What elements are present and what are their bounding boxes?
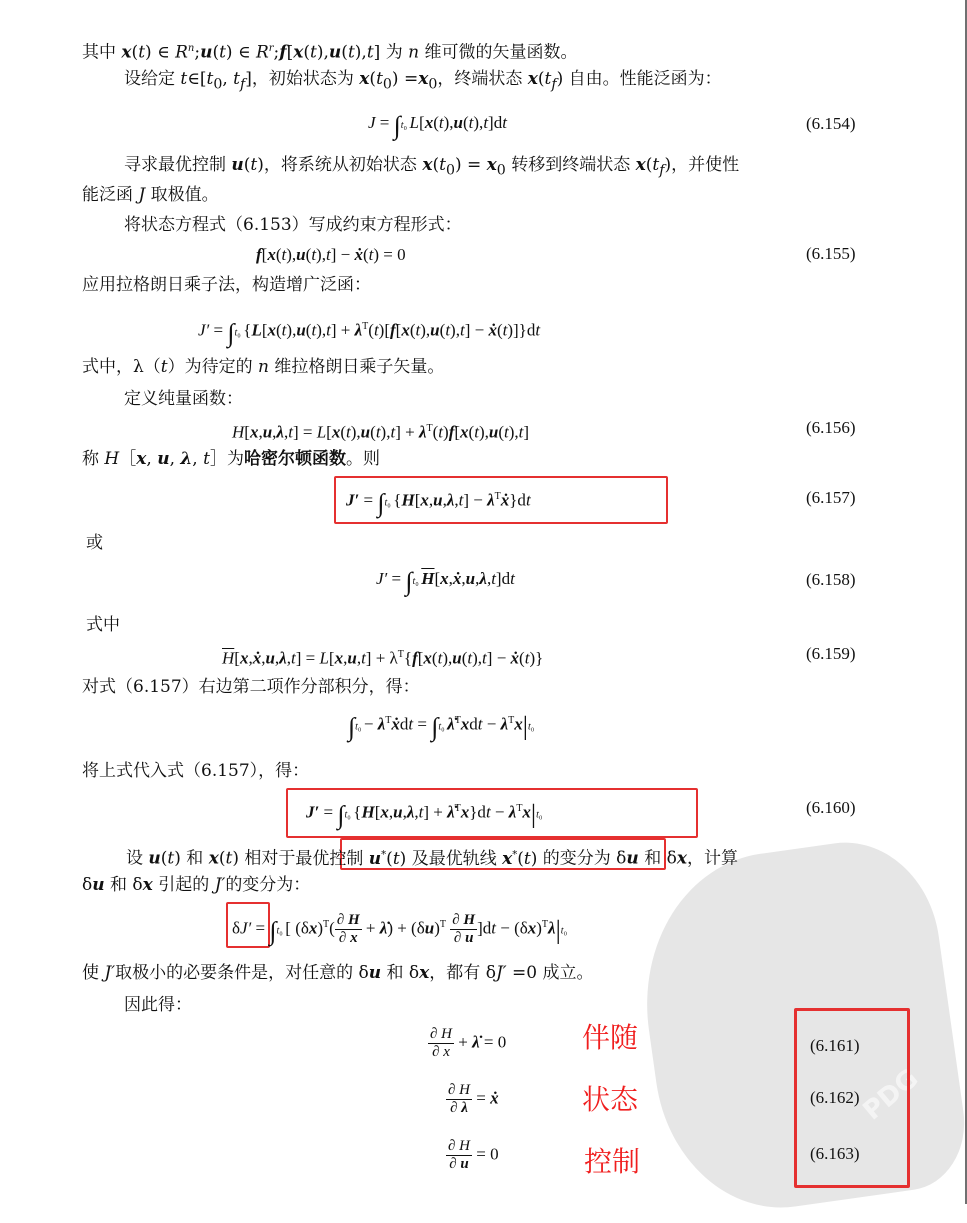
equation-number: (6.162) [810,1088,860,1107]
annotation-state: 状态 [582,1083,639,1116]
equation-6-158: J′ = ∫t₀ $\overline{H}[x,ẋ,u,\lambda,t]dt$ [376,567,515,596]
paragraph-7: 定义纯量函数： [124,389,243,409]
equation-6-160: J′ = ∫t₀ {H[x,u,λ,t] + λ̇$^T$x}dt − $\lambda^Tx|t_0$ [306,799,543,830]
equation-number: (6.163) [810,1144,860,1163]
equation-number: (6.157) [806,488,856,507]
paragraph-11: 对式（6.157）右边第二项作分部积分，得： [82,677,420,697]
paragraph-15: 因此得： [124,995,192,1015]
equation-6-163: $\frac{\partial H}{\partial u}$ = 0 [448,1138,499,1172]
annotation-control: 控制 [584,1145,641,1178]
paragraph-3a: 寻求最优控制 u(t)，将系统从初始状态 $x(t_0) = x_0$ 转移到终端状态 $x(t_f)$，并使性 [124,155,740,179]
paragraph-6: 式中，λ（t）为待定的 n 维拉格朗日乘子矢量。 [82,357,445,377]
paragraph-13a: 设 u(t) 和 x(t) 相对于最优控制 u*(t) 及最优轨线 x*(t) 的变分为 δu 和 δx，计算 [126,848,738,869]
paragraph-8: 称 H［x, u, λ, t］为哈密尔顿函数。则 [82,449,380,469]
equation-6-162: $\frac{\partial H}{\partial \lambda}$ = ẋ [448,1082,499,1116]
paragraph-13b: δu 和 δx 引起的 J′的变分为： [82,875,311,895]
paragraph-2: 设给定 $t\in[t_0$, $t_f$]，初始状态为 $x(t_0) =x_0$，终端状态 $x(t_f)$ 自由。性能泛函为： [124,69,722,93]
equation-number: (6.156) [806,418,856,437]
equation-6-154: J = ∫t₀ L[x(t),u(t),t]dt [368,111,507,140]
paragraph-12: 将上式代入式（6.157），得： [82,761,310,781]
equation-6-157: J′ = ∫t₀ $\{H[x,u,\lambda,t] - \lambda^Tẋ\}dt$ [346,488,531,518]
annotation-adjoint: 伴随 [582,1021,639,1054]
watermark-text: PDG [857,1063,925,1127]
equation-6-161: $\frac{\partial H}{\partial x}$ + λ̇ = 0 [430,1026,507,1060]
paragraph-4: 将状态方程式（6.153）写成约束方程形式： [124,215,462,235]
equation-integration-by-parts: $\int t_0 - \lambda^Tẋdt = \int t_0$ λ̇$^T$xdt − $\lambda^Tx|t_0$ [348,711,535,742]
equation-number: (6.155) [806,244,856,263]
paragraph-1: 其中 x(t) ∈ $R^n;u(t)$ ∈ $R^r;f[x(t),u(t),t]$ 为 n 维可微的矢量函数。 [82,42,578,63]
equation-augmented-functional: J′ = ∫t₀ {$L[x(t),u(t),t] + \lambda^T(t)[f[x(t),u(t),t]$ − ẋ(t)]}dt [198,318,541,348]
highlighted-phrase: 最优控制 u*(t) 及最优轨线 x*(t) [295,848,538,869]
paragraph-10: 式中 [86,615,120,635]
paragraph-5: 应用拉格朗日乘子法，构造增广泛函： [82,275,371,295]
equation-number: (6.161) [810,1036,860,1055]
equation-6-156: $H[x,u,\lambda,t] = L[x(t),u(t),t] + \lambda^T(t)f[x(t),u(t),t]$ [232,422,530,442]
paragraph-9: 或 [86,533,103,553]
equation-number: (6.159) [806,644,856,663]
equation-variation: δJ′ = ∫t₀ [ $(\delta x)^T$( $\frac{\partial H}{\partial x}$ + λ̇) + $(\delta u)^T$ $\frac{\partial H}{\partial u}$ ]$dt - (\delta x)^T\lambda|t_0$ [232,912,568,946]
equation-number: (6.160) [806,798,856,817]
paragraph-14: 使 J′取极小的必要条件是，对任意的 δu 和 δx，都有 δJ′ =0 成立。 [82,963,594,983]
equation-number: (6.154) [806,114,856,133]
equation-number: (6.158) [806,570,856,589]
equation-6-159: $\overline{H}[x,ẋ,u,\lambda,t] = L[x,u,t] + \lambda^T\{f[x(t),u(t),t]$ − ẋ(t)} [222,648,544,668]
equation-6-155: f[x(t),u(t),t] − ẋ(t) = 0 [256,245,406,264]
paragraph-3b: 能泛函 J 取极值。 [82,185,219,205]
